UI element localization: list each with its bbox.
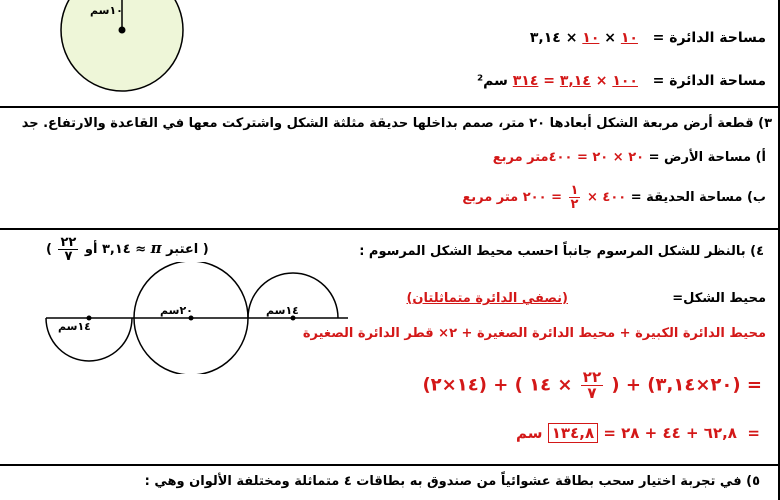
calc-fraction xyxy=(581,370,603,401)
q4-note-frac-den: ٧ xyxy=(64,249,73,264)
q3-part-b xyxy=(462,184,766,211)
result-unit: سم xyxy=(516,424,543,442)
times-2: × xyxy=(565,30,578,46)
area-line-2 xyxy=(477,73,766,89)
area-2-unit: سم² xyxy=(477,73,508,89)
q3-b-result: = ٢٠٠ متر مربع xyxy=(462,190,562,205)
center-dot xyxy=(119,27,126,34)
perimeter-figure xyxy=(40,262,360,374)
calc-n14: ١٤ xyxy=(529,374,552,396)
q4-note-frac-num: ٢٢ xyxy=(60,235,77,250)
halves-note: (نصفي الدائرة متماثلتان) xyxy=(406,291,568,306)
q4-note xyxy=(46,236,209,263)
calc-frac-den: ٧ xyxy=(587,384,597,402)
q4-note-open: ( اعتبر xyxy=(166,242,209,257)
area-2-equals: = xyxy=(543,73,556,89)
area-1-value-2: ١٠ xyxy=(582,30,600,46)
calc-open: ( xyxy=(611,374,620,396)
calc-frac-num: ٢٢ xyxy=(582,368,602,386)
q3-b-frac-den: ٢ xyxy=(570,197,579,212)
perimeter-formula: محيط الدائرة الكبيرة + محيط الدائرة الصغيرة + ٢× قطر الدائرة الصغيرة xyxy=(302,326,766,341)
result-eq: = xyxy=(747,424,760,442)
calc-term-1: (٢٠×٣,١٤) xyxy=(647,374,741,396)
q4-note-close: ) xyxy=(46,242,52,257)
calc-plus-2: + xyxy=(493,374,509,396)
fig-label-big: ٢٠سم xyxy=(160,304,193,317)
area-1-value-1: ١٠ xyxy=(620,30,638,46)
q3-b-label: ب) مساحة الحديقة = xyxy=(630,190,766,205)
q4-note-approx: ≈ ٣,١٤ أو xyxy=(84,242,147,257)
area-2-value-2: ٣,١٤ xyxy=(559,73,591,89)
q3-text: ٣) قطعة أرض مربعة الشكل أبعادها ٢٠ متر، صمم بداخلها حديقة مثلثة الشكل واشتركت معها في القاعدة والارتفاع. جد xyxy=(21,116,772,131)
result-line xyxy=(516,424,760,442)
q3-b-times: × xyxy=(586,190,598,205)
calc-close: ) xyxy=(514,374,523,396)
result-value-box: ١٣٤,٨ xyxy=(548,423,598,443)
q3-b-fraction xyxy=(569,184,581,211)
circle-radius-label: ١٠سم xyxy=(90,4,123,17)
area-line-1 xyxy=(530,30,766,46)
fig-label-small-left: ١٤سم xyxy=(58,320,91,333)
q3-b-frac-num: ١ xyxy=(570,183,579,198)
q3-b-value-1: ٤٠٠ xyxy=(602,190,627,205)
divider-3 xyxy=(0,464,780,466)
area-2-value-1: ١٠٠ xyxy=(612,73,638,89)
area-label-1: مساحة الدائرة = xyxy=(652,30,766,46)
q4-text: ٤) بالنظر للشكل المرسوم جانباً احسب محيط الشكل المرسوم : xyxy=(359,244,764,259)
calc-times: × xyxy=(557,374,573,396)
result-expr: ٦٢,٨ + ٤٤ + ٢٨ = xyxy=(603,424,737,442)
times-1: × xyxy=(604,30,616,46)
calc-term-3: (١٤×٢) xyxy=(422,374,487,396)
area-2-result: ٣١٤ xyxy=(512,73,539,89)
q4-note-fraction xyxy=(58,236,78,263)
fig-label-small-right: ١٤سم xyxy=(266,304,299,317)
q3-part-a xyxy=(493,150,766,165)
q3-a-label: أ) مساحة الأرض = xyxy=(648,150,766,165)
calc-plus-1: + xyxy=(625,374,641,396)
q4-note-pi: π xyxy=(150,239,162,257)
q3-a-answer: ٢٠ × ٢٠ = ٤٠٠متر مربع xyxy=(492,150,645,165)
q5-text: ٥) في تجربة اختيار سحب بطاقة عشوائياً من صندوق به بطاقات ٤ متماثلة ومختلفة الألوان وهي : xyxy=(144,474,760,489)
area-2-times: × xyxy=(595,73,608,89)
calc-line xyxy=(422,370,762,401)
divider-1 xyxy=(0,106,780,108)
calc-eq: = xyxy=(746,374,762,396)
perimeter-label: محيط الشكل= xyxy=(672,291,766,306)
area-label-2: مساحة الدائرة = xyxy=(652,73,766,89)
divider-2 xyxy=(0,228,780,230)
area-1-value-3: ٣,١٤ xyxy=(529,30,561,46)
